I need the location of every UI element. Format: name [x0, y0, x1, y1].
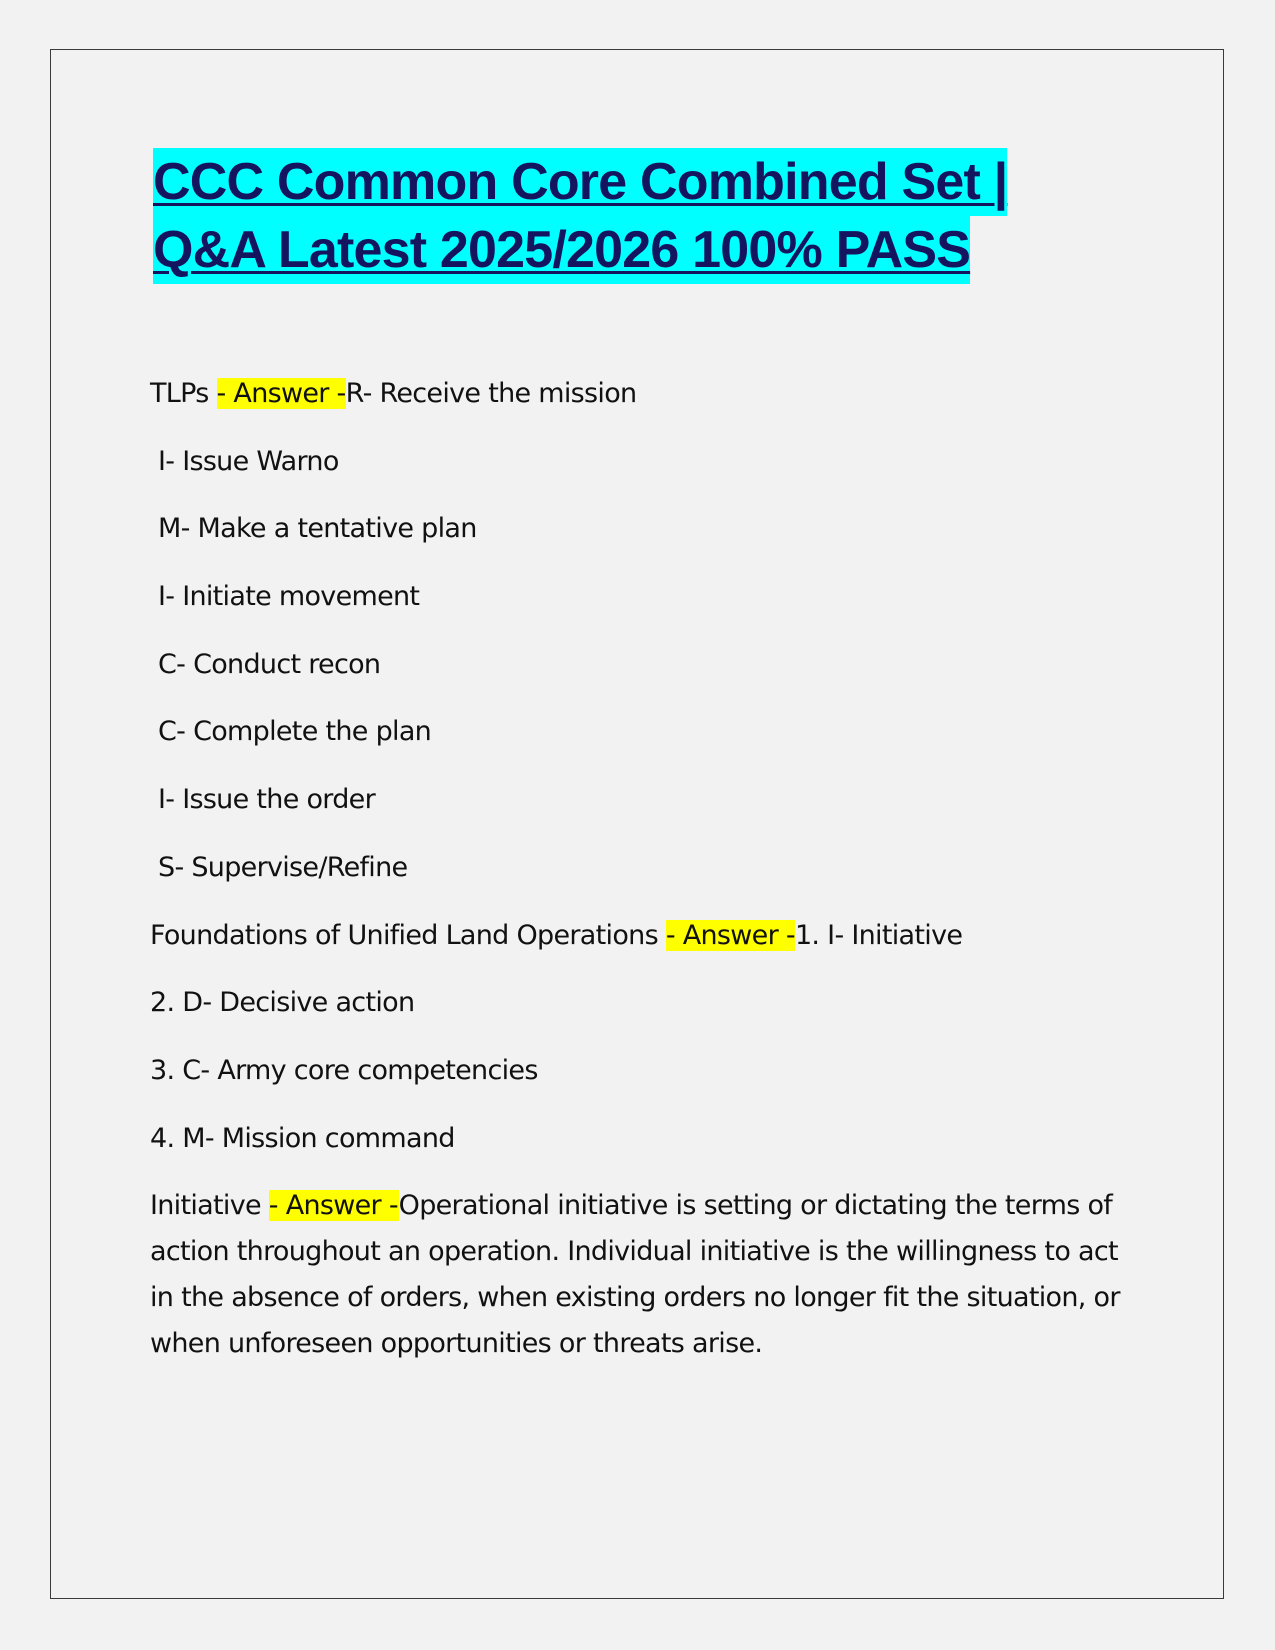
answer-line: 2. D- Decisive action — [150, 987, 415, 1019]
qa-item-tlps — [150, 369, 1140, 437]
answer-line: M- Make a tentative plan — [158, 513, 477, 545]
answer-line: 4. M- Mission command — [150, 1122, 455, 1154]
answer-marker: - Answer - — [268, 1190, 399, 1222]
answer-line: S- Supervise/Refine — [158, 851, 408, 883]
answer-text: R- Receive the mission — [345, 378, 637, 409]
document-title — [153, 148, 1133, 284]
question-text: Foundations of Unified Land Operations — [150, 919, 666, 951]
answer-line: C- Complete the plan — [158, 716, 432, 748]
answer-text: Operational initiative is setting or dictating the terms of action throughout an operation. Individual initiative is the willingness to act in the absence of orders, when existing orders no longer fit the situation, or when unforeseen opportunities or threats arise. — [150, 1190, 1120, 1360]
title-line-1: CCC Common Core Combined Set | — [153, 148, 1007, 216]
answer-marker: - Answer - — [665, 919, 795, 951]
answer-text: 1. I- Initiative — [794, 919, 963, 951]
answer-line: I- Issue the order — [158, 784, 375, 816]
document-body — [150, 369, 1140, 1367]
question-text: Initiative — [150, 1190, 269, 1222]
answer-line: I- Issue Warno — [158, 445, 339, 477]
qa-item-initiative — [150, 1183, 1140, 1367]
answer-line: I- Initiate movement — [158, 581, 420, 613]
answer-marker: - Answer - — [216, 378, 346, 409]
question-text: TLPs — [150, 378, 217, 409]
answer-line: C- Conduct recon — [158, 648, 381, 680]
answer-line: 3. C- Army core competencies — [150, 1054, 538, 1086]
qa-item-foundations — [150, 911, 1140, 979]
title-line-2: Q&A Latest 2025/2026 100% PASS — [153, 216, 970, 284]
